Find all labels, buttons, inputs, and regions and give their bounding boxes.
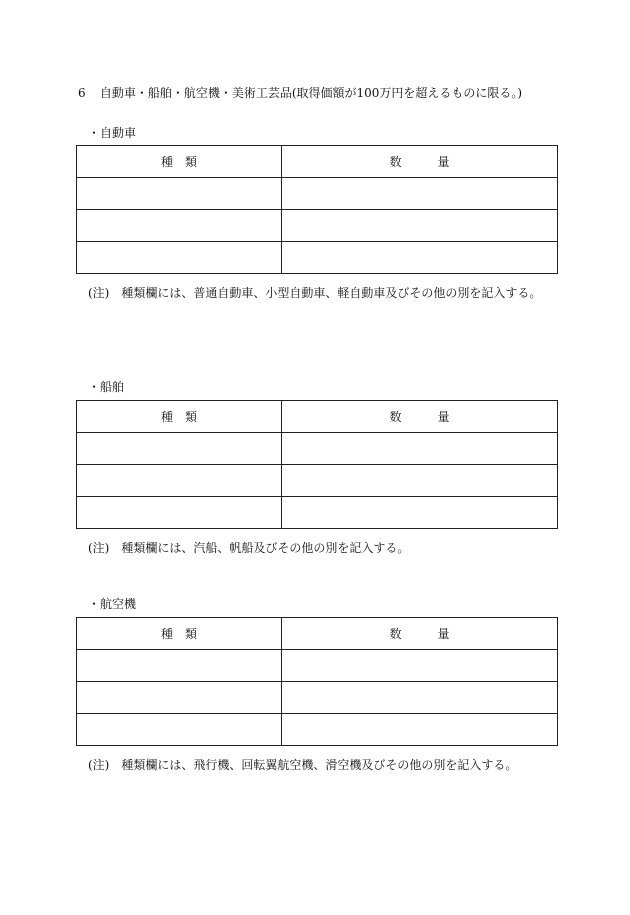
table-row — [77, 714, 558, 746]
table-header-row — [77, 401, 558, 433]
automobile-table — [76, 145, 558, 274]
quantity-cell[interactable] — [282, 242, 558, 274]
table-header-row — [77, 618, 558, 650]
aircraft-note — [88, 756, 517, 773]
automobile-label: ・自動車 — [88, 126, 137, 140]
kind-cell[interactable] — [77, 714, 282, 746]
note-tag: (注) — [88, 758, 110, 772]
quantity-cell[interactable] — [282, 210, 558, 242]
kind-cell[interactable] — [77, 210, 282, 242]
section-title: 自動車・船舶・航空機・美術工芸品(取得価額が100万円を超えるものに限る。) — [99, 86, 523, 100]
table-row — [77, 650, 558, 682]
kind-header: 種 類 — [77, 401, 282, 433]
quantity-header: 数 量 — [282, 146, 558, 178]
table-row — [77, 465, 558, 497]
quantity-cell[interactable] — [282, 650, 558, 682]
quantity-header: 数 量 — [282, 401, 558, 433]
table-row — [77, 242, 558, 274]
kind-cell[interactable] — [77, 497, 282, 529]
ship-table — [76, 400, 558, 529]
quantity-cell[interactable] — [282, 682, 558, 714]
ship-label: ・船舶 — [88, 380, 125, 394]
quantity-cell[interactable] — [282, 714, 558, 746]
table-header-row — [77, 146, 558, 178]
automobile-note — [88, 284, 541, 301]
quantity-cell[interactable] — [282, 497, 558, 529]
kind-cell[interactable] — [77, 465, 282, 497]
table-row — [77, 178, 558, 210]
kind-cell[interactable] — [77, 178, 282, 210]
aircraft-label: ・航空機 — [88, 597, 137, 611]
kind-cell[interactable] — [77, 433, 282, 465]
quantity-cell[interactable] — [282, 465, 558, 497]
kind-cell[interactable] — [77, 650, 282, 682]
note-text: 種類欄には、飛行機、回転翼航空機、滑空機及びその他の別を記入する。 — [121, 758, 518, 772]
section-heading — [78, 84, 522, 101]
quantity-cell[interactable] — [282, 433, 558, 465]
quantity-header: 数 量 — [282, 618, 558, 650]
kind-header: 種 類 — [77, 146, 282, 178]
note-text: 種類欄には、汽船、帆船及びその他の別を記入する。 — [121, 541, 410, 555]
table-row — [77, 210, 558, 242]
table-row — [77, 433, 558, 465]
note-text: 種類欄には、普通自動車、小型自動車、軽自動車及びその他の別を記入する。 — [121, 286, 542, 300]
kind-cell[interactable] — [77, 682, 282, 714]
note-tag: (注) — [88, 541, 110, 555]
quantity-cell[interactable] — [282, 178, 558, 210]
table-row — [77, 497, 558, 529]
ship-note — [88, 539, 409, 556]
section-number: 6 — [78, 86, 86, 100]
kind-cell[interactable] — [77, 242, 282, 274]
table-row — [77, 682, 558, 714]
aircraft-table — [76, 617, 558, 746]
kind-header: 種 類 — [77, 618, 282, 650]
note-tag: (注) — [88, 286, 110, 300]
